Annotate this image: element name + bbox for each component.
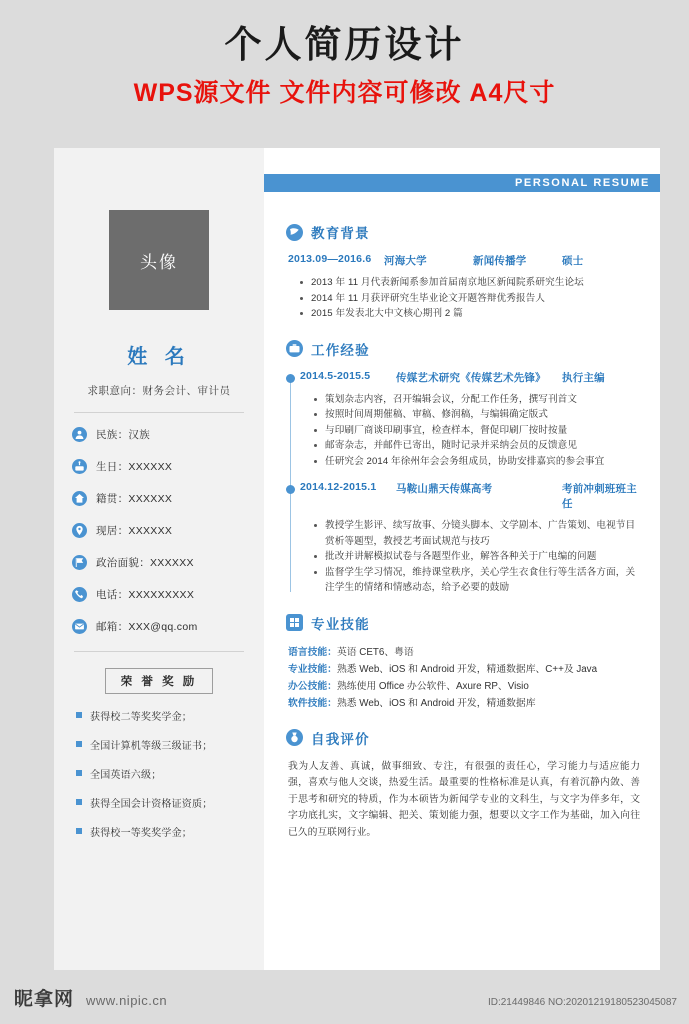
resume-sidebar <box>54 148 264 970</box>
education-degree: 硕士 <box>562 255 584 267</box>
work-bullets <box>314 518 640 596</box>
skills-list <box>288 644 640 712</box>
list-item <box>72 708 246 723</box>
avatar-label: 头像 <box>140 252 178 272</box>
asset-id-text: ID:21449846 NO:20201219180523045087 <box>487 997 677 1008</box>
square-bullet-icon <box>76 799 82 805</box>
skill-row <box>288 678 640 695</box>
resume-document <box>54 148 660 970</box>
info-row <box>72 491 246 506</box>
resume-header-label: PERSONAL RESUME <box>514 177 650 189</box>
info-label: 民族：汉族 <box>96 429 150 441</box>
info-row <box>72 619 246 634</box>
education-bullets <box>300 275 640 322</box>
list-item: 2014 年 11 月获评研究生毕业论文开题答辩优秀报告人 <box>300 291 640 307</box>
phone-icon <box>72 587 87 602</box>
square-bullet-icon <box>76 741 82 747</box>
square-bullet-icon <box>76 712 82 718</box>
personal-info-list <box>72 427 246 634</box>
section-work-experience <box>286 339 640 596</box>
section-header <box>286 728 640 748</box>
skill-value: 熟悉 Web、iOS 和 Android 开发，精通数据库 <box>336 697 536 709</box>
cake-icon <box>72 459 87 474</box>
list-item: 任研究会 2014 年徐州年会会务组成员，协助安排嘉宾的参会事宜 <box>314 454 640 470</box>
list-item: 邮寄杂志，并邮件已寄出，随时记录并采纳会员的反馈意见 <box>314 438 640 454</box>
site-footer <box>0 970 689 1024</box>
honor-label: 获得校一等奖奖学金； <box>90 828 192 839</box>
sidebar-divider-2 <box>74 651 244 652</box>
user-icon <box>72 427 87 442</box>
work-date: 2014.5-2015.5 <box>300 369 371 382</box>
list-item <box>72 795 246 810</box>
list-item <box>72 737 246 752</box>
section-skills <box>286 613 640 712</box>
info-row <box>72 459 246 474</box>
page-title: 个人简历设计 <box>224 24 465 65</box>
work-role: 考前冲刺班班主任 <box>562 483 637 510</box>
info-row <box>72 523 246 538</box>
honor-label: 全国计算机等级三级证书； <box>90 741 213 752</box>
promo-subtitle: WPS源文件 文件内容可修改 A4尺寸 <box>133 79 556 107</box>
work-org: 传媒艺术研究《传媒艺术先锋》 <box>396 371 546 384</box>
info-label: 现居：XXXXXX <box>96 525 173 537</box>
section-title: 专业技能 <box>311 616 370 632</box>
section-title: 自我评价 <box>311 731 370 747</box>
skill-value: 英语 CET6、粤语 <box>336 646 414 658</box>
timeline-dot-icon <box>286 485 295 494</box>
grid-icon <box>286 614 303 631</box>
info-row <box>72 555 246 570</box>
honors-title: 荣 誉 奖 励 <box>105 668 213 694</box>
skill-row <box>288 644 640 661</box>
book-icon <box>286 224 303 241</box>
section-header <box>286 222 640 242</box>
work-date: 2014.12-2015.1 <box>300 481 377 493</box>
info-row <box>72 427 246 442</box>
list-item: 2013 年 11 月代表新闻系参加首届南京地区新闻院系研究生论坛 <box>300 275 640 291</box>
skill-value: 熟悉 Web、iOS 和 Android 开发，精通数据库、C++及 Java <box>336 663 598 675</box>
work-entry-header <box>300 370 640 385</box>
section-education <box>286 222 640 322</box>
self-evaluation-text: 我为人友善、真诚，做事细致、专注，有很强的责任心，学习能力与适应能力强，喜欢与他人交谈，热爱生活。最重要的性格标准是认真，有着沉静内敛、善于思考和研究的特质，作为本硕皆为新闻学专业的文科生，与文字为伴多年，文字功底扎实，文字编辑、把关、策划能力强，想要以文字工作为基础，加入向往已久的互联网行业。 <box>288 760 640 838</box>
list-item: 策划杂志内容，召开编辑会议，分配工作任务，撰写刊首文 <box>314 392 640 408</box>
section-title: 教育背景 <box>311 226 370 241</box>
info-label: 生日：XXXXXX <box>96 461 173 473</box>
timeline-line <box>290 376 291 592</box>
honor-label: 全国英语六级； <box>90 770 162 781</box>
skill-label: 专业技能： <box>288 663 337 675</box>
work-bullets <box>314 392 640 470</box>
flag-icon <box>72 555 87 570</box>
info-row <box>72 587 246 602</box>
education-date: 2013.09—2016.6 <box>288 253 372 265</box>
work-entry <box>300 370 640 470</box>
info-label: 籍贯：XXXXXX <box>96 493 173 505</box>
briefcase-icon <box>286 340 303 357</box>
resume-main <box>264 148 660 970</box>
mail-icon <box>72 619 87 634</box>
timeline-dot-icon <box>286 374 295 383</box>
square-bullet-icon <box>76 828 82 834</box>
site-logo[interactable] <box>14 984 167 1011</box>
promo-banner <box>0 0 689 109</box>
skill-label: 软件技能： <box>288 697 337 709</box>
list-item: 与印刷厂商谈印刷事宜，检查样本，督促印刷厂按时按量 <box>314 423 640 439</box>
education-major: 新闻传播学 <box>473 255 527 267</box>
info-label: 电话：XXXXXXXXX <box>96 589 195 601</box>
job-intent: 求职意向：财务会计、审计员 <box>87 385 231 397</box>
resume-header-bar <box>264 174 660 192</box>
list-item: 监督学生学习情况，维持课堂秩序，关心学生衣食住行等生活各方面，关注学生的情绪和情感动态，给予必要的鼓励 <box>314 565 640 596</box>
list-item <box>72 766 246 781</box>
list-item: 批改并讲解模拟试卷与各题型作业，解答各种关于广电编的问题 <box>314 549 640 565</box>
home-icon <box>72 491 87 506</box>
avatar <box>109 210 209 310</box>
work-org: 马鞍山鼎天传媒高考 <box>396 483 493 495</box>
logo-url: www.nipic.cn <box>86 992 168 1008</box>
section-title: 工作经验 <box>311 342 370 358</box>
section-self-evaluation <box>286 728 640 842</box>
location-icon <box>72 523 87 538</box>
work-entry <box>300 481 640 596</box>
work-timeline <box>286 370 640 596</box>
info-label: 邮箱：XXX@qq.com <box>96 621 198 633</box>
skill-row <box>288 695 640 712</box>
skill-label: 语言技能： <box>288 646 337 658</box>
honor-label: 获得校二等奖奖学金； <box>90 712 192 723</box>
skill-value: 熟练使用 Office 办公软件、Axure RP、Visio <box>336 680 529 692</box>
education-entry-header <box>288 253 640 268</box>
list-item <box>72 824 246 839</box>
list-item: 教授学生影评、续写故事、分镜头脚本、文学剧本、广告策划、电视节目赏析等题型，教授艺考面试规范与技巧 <box>314 518 640 549</box>
work-role: 执行主编 <box>562 371 605 384</box>
education-school: 河海大学 <box>384 255 427 267</box>
honor-label: 获得全国会计资格证资质； <box>90 799 213 810</box>
section-header <box>286 613 640 633</box>
info-label: 政治面貌：XXXXXX <box>96 557 194 569</box>
sidebar-divider <box>74 412 244 413</box>
skill-row <box>288 661 640 678</box>
skill-label: 办公技能： <box>288 680 337 692</box>
medal-icon <box>286 729 303 746</box>
square-bullet-icon <box>76 770 82 776</box>
section-header <box>286 339 640 359</box>
logo-text: 昵拿网 <box>14 988 75 1010</box>
list-item: 2015 年发表北大中文核心期刊 2 篇 <box>300 306 640 322</box>
honors-list <box>72 708 246 839</box>
work-entry-header <box>300 481 640 511</box>
candidate-name: 姓 名 <box>127 346 191 368</box>
list-item: 按照时间周期催稿、审稿、修润稿，与编辑确定版式 <box>314 407 640 423</box>
